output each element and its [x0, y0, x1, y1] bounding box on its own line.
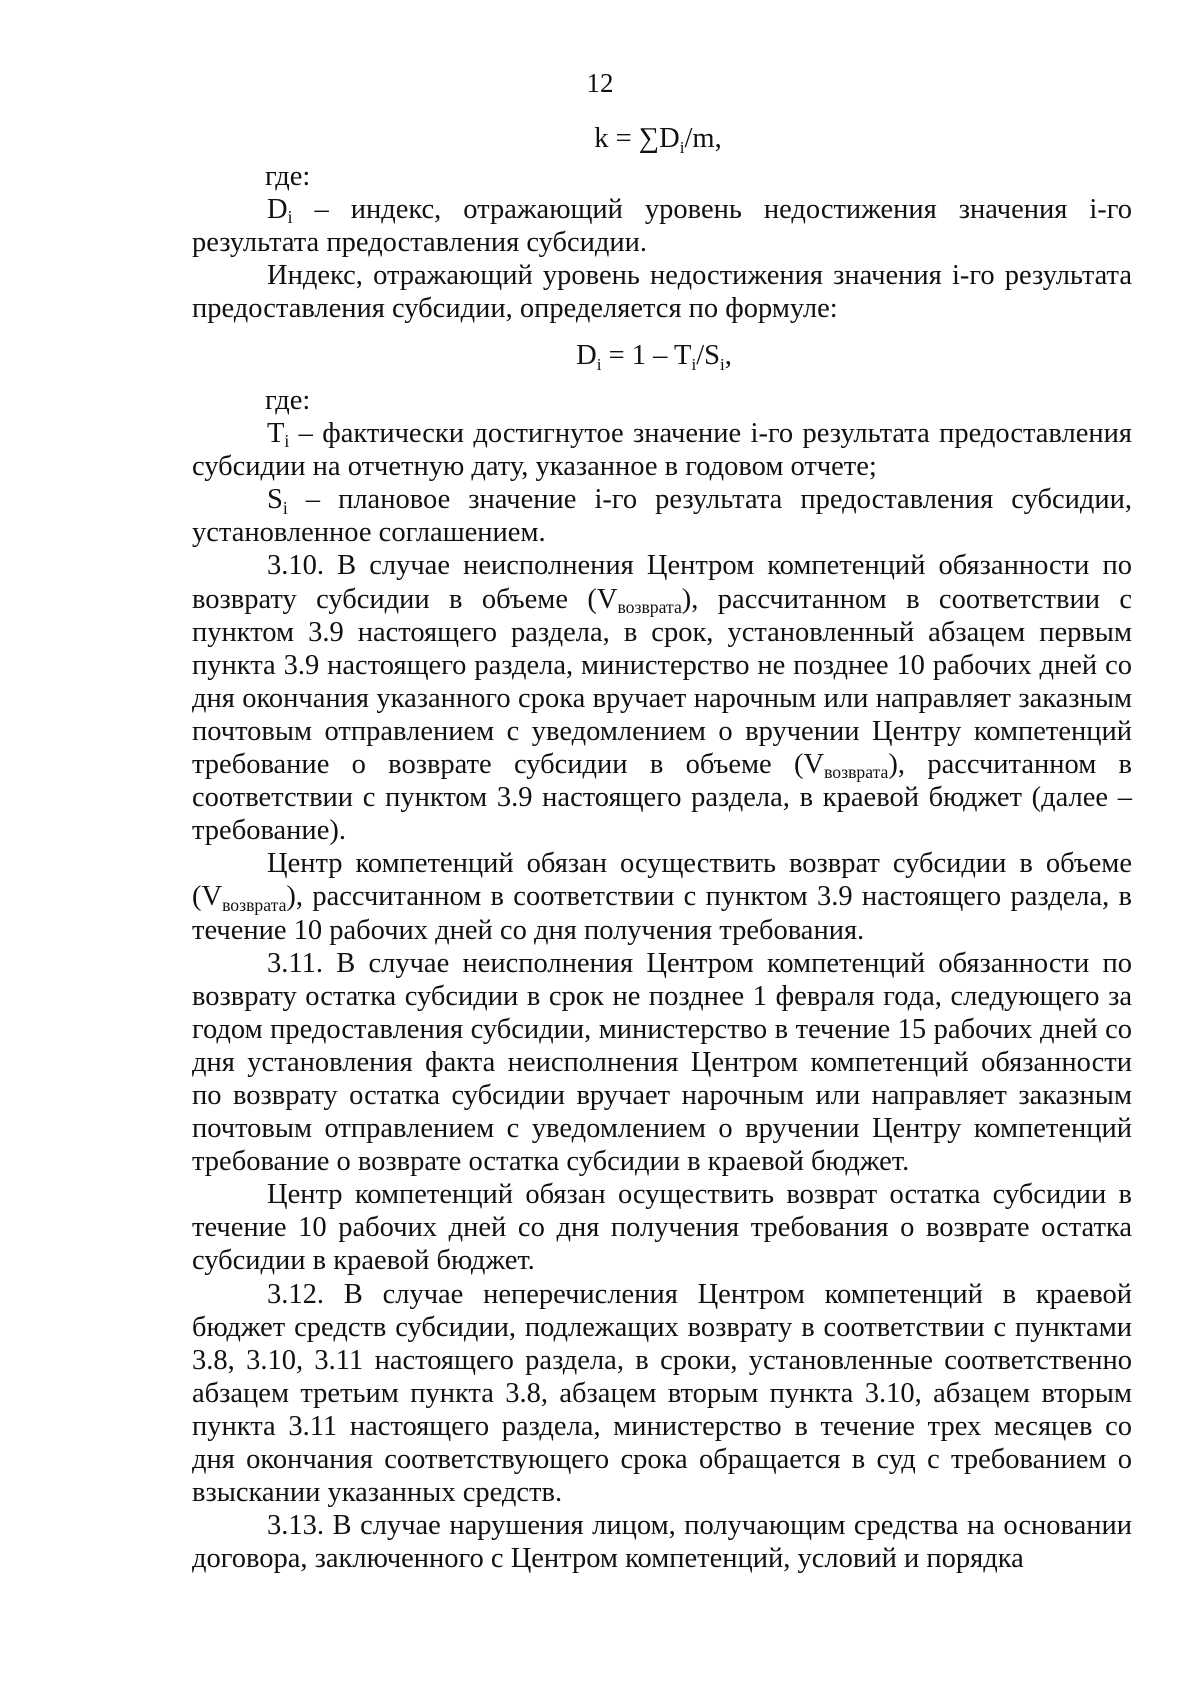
text-block-2: [192, 384, 1132, 1575]
d-symbol: D: [267, 194, 288, 226]
p3-10-subscript-1: возврата: [617, 596, 682, 617]
paragraph-3-13: 3.13. В случае нарушения лицом, получающим средства на основании договора, заключенного с Центром компетенций, условий и порядка: [192, 1510, 1132, 1575]
paragraph-3-12: 3.12. В случае неперечисления Центром компетенций в краевой бюджет средств субсидии, подлежащих возврату в соответствии с пунктами 3.8, 3.10, 3.11 настоящего раздела, в сроки, установленные соответственно абзацем третьим пункта 3.8, абзацем вторым пункта 3.10, абзацем вторым пункта 3.11 настоящего раздела, министерство в течение трех месяцев со дня окончания соответствующего срока обращается в суд с требованием о взыскании указанных средств.: [192, 1278, 1132, 1509]
d-definition: [192, 193, 1132, 259]
text-block-1: [192, 160, 1132, 325]
p3-10-subscript-2: возврата: [824, 762, 889, 783]
s-definition: [192, 483, 1132, 549]
p3-10b-subscript: возврата: [222, 894, 287, 915]
formula-k-lhs: k = ∑D: [594, 123, 680, 154]
s-definition-text: – плановое значение i-го результата предоставления субсидии, установленное соглашением.: [192, 484, 1132, 549]
p3-10b-part-b: ), рассчитанном в соответствии с пунктом 3.9 настоящего раздела, в течение 10 рабочих дней со дня получения требования.: [192, 881, 1132, 946]
d-definition-text: – индекс, отражающий уровень недостижения значения i-го результата предоставления субсидии.: [192, 194, 1132, 259]
p3-10-part-b: ), рассчитанном в соответствии с пунктом 3.9 настоящего раздела, в срок, установленный абзацем первым пункта 3.9 настоящего раздела, министерство не позднее 10 рабочих дней со дня окончания указанного срока вручает нарочным или направляет заказным почтовым отправлением с уведомлением о вручении Центру компетенций требование о возврате субсидии в объеме (V: [192, 583, 1132, 781]
p3-10-part-c: ), рассчитанном в соответствии с пунктом 3.9 настоящего раздела, в краевой бюджет (далее – требование).: [192, 749, 1132, 847]
formula-d-part4: ,: [724, 340, 732, 371]
formula-k-index: i: [679, 138, 685, 158]
formula-d: [0, 340, 1200, 375]
p3-10-part-a: 3.10. В случае неисполнения Центром компетенций обязанности по возврату субсидии в объеме (V: [192, 550, 1132, 615]
where-label-1: где:: [265, 161, 311, 192]
formula-k-rhs: /m,: [684, 123, 722, 154]
d-subscript: i: [287, 207, 293, 228]
t-symbol: T: [267, 418, 285, 450]
formula-d-sub3: i: [719, 355, 725, 375]
where-label-2: где:: [265, 385, 311, 416]
formula-d-sub1: i: [596, 355, 602, 375]
s-subscript: i: [282, 497, 288, 518]
paragraph-3-10: [192, 549, 1132, 847]
formula-k: [0, 123, 1200, 158]
p3-10b-part-a: Центр компетенций обязан осуществить возврат субсидии в объеме (V: [192, 848, 1132, 913]
t-subscript: i: [284, 431, 290, 452]
paragraph-3-11-second: Центр компетенций обязан осуществить возврат остатка субсидии в течение 10 рабочих дней со дня получения требования о возврате остатка субсидии в краевой бюджет.: [192, 1179, 1132, 1277]
s-symbol: S: [267, 484, 283, 516]
formula-d-part2: = 1 – T: [601, 340, 692, 371]
paragraph-3-11: 3.11. В случае неисполнения Центром компетенций обязанности по возврату остатка субсидии в срок не позднее 1 февраля года, следующего за годом предоставления субсидии, министерство в течение 15 рабочих дней со дня установления факта неисполнения Центром компетенций обязанности по возврату остатка субсидии вручает нарочным или направляет заказным почтовым отправлением с уведомлением о вручении Центру компетенций требование о возврате остатка субсидии в краевой бюджет.: [192, 947, 1132, 1178]
formula-d-part1: D: [576, 340, 597, 371]
formula-d-part3: /S: [696, 340, 720, 371]
t-definition: [192, 417, 1132, 483]
t-definition-text: – фактически достигнутое значение i-го результата предоставления субсидии на отчетную дату, указанное в годовом отчете;: [192, 418, 1132, 483]
index-formula-intro: Индекс, отражающий уровень недостижения значения i-го результата предоставления субсидии, определяется по формуле:: [192, 260, 1132, 325]
page-number: 12: [586, 68, 614, 98]
paragraph-3-10-second: [192, 847, 1132, 946]
formula-d-sub2: i: [691, 355, 697, 375]
